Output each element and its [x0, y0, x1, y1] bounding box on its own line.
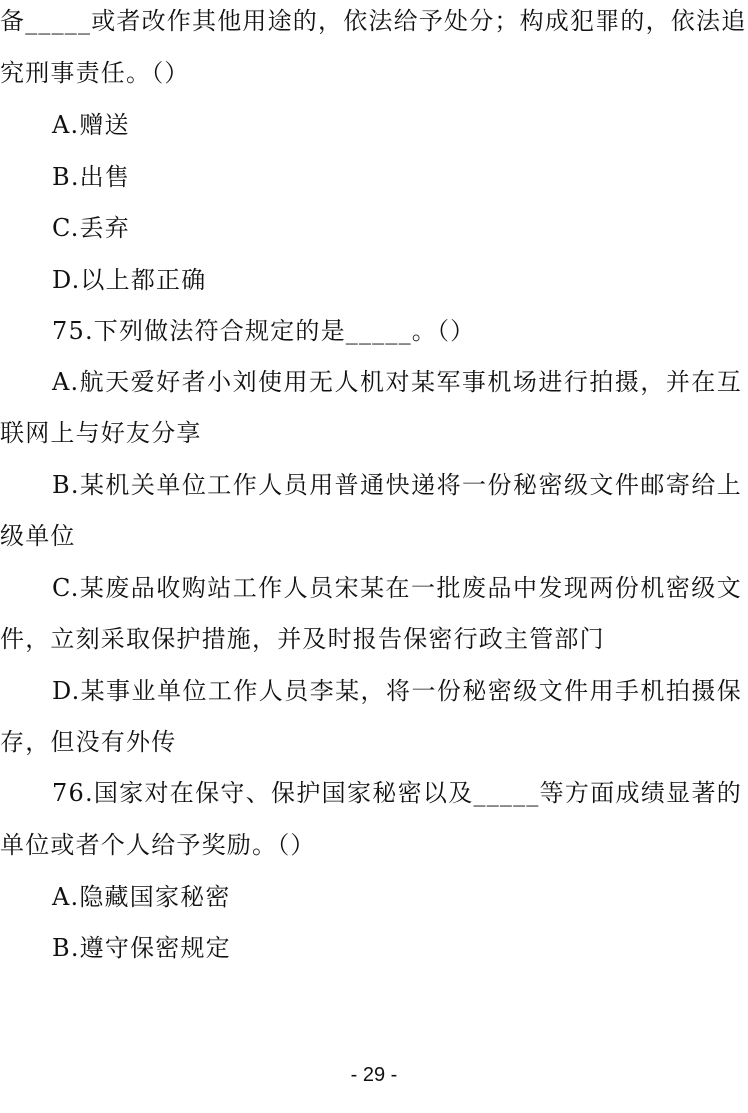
option-b: B.遵守保密规定 [52, 934, 231, 962]
text-line: 单位或者个人给予奖励。（） [0, 831, 316, 859]
text-line: 件，立刻采取保护措施，并及时报告保密行政主管部门 [0, 625, 605, 653]
text-line: 存，但没有外传 [0, 728, 177, 756]
option-d: D.以上都正确 [52, 266, 207, 294]
text-line: 究刑事责任。（） [0, 59, 190, 87]
text-line: 级单位 [0, 522, 76, 550]
text-line: 联网上与好友分享 [0, 419, 202, 447]
option-b: B.某机关单位工作人员用普通快递将一份秘密级文件邮寄给上 [52, 471, 742, 499]
text-line: 备_____或者改作其他用途的，依法给予处分；构成犯罪的，依法追 [0, 7, 747, 35]
option-c: C.丢弃 [52, 214, 130, 242]
option-d: D.某事业单位工作人员李某，将一份秘密级文件用手机拍摄保 [52, 677, 742, 705]
question-75: 75.下列做法符合规定的是_____。（） [52, 317, 476, 345]
option-c: C.某废品收购站工作人员宋某在一批废品中发现两份机密级文 [52, 574, 742, 602]
option-a: A.赠送 [52, 111, 130, 139]
option-a: A.航天爱好者小刘使用无人机对某军事机场进行拍摄，并在互 [52, 368, 742, 396]
page-number: - 29 - [350, 1064, 398, 1086]
option-a: A.隐藏国家秘密 [52, 883, 231, 911]
option-b: B.出售 [52, 163, 131, 191]
question-76: 76.国家对在保守、保护国家秘密以及_____等方面成绩显著的 [52, 779, 742, 807]
